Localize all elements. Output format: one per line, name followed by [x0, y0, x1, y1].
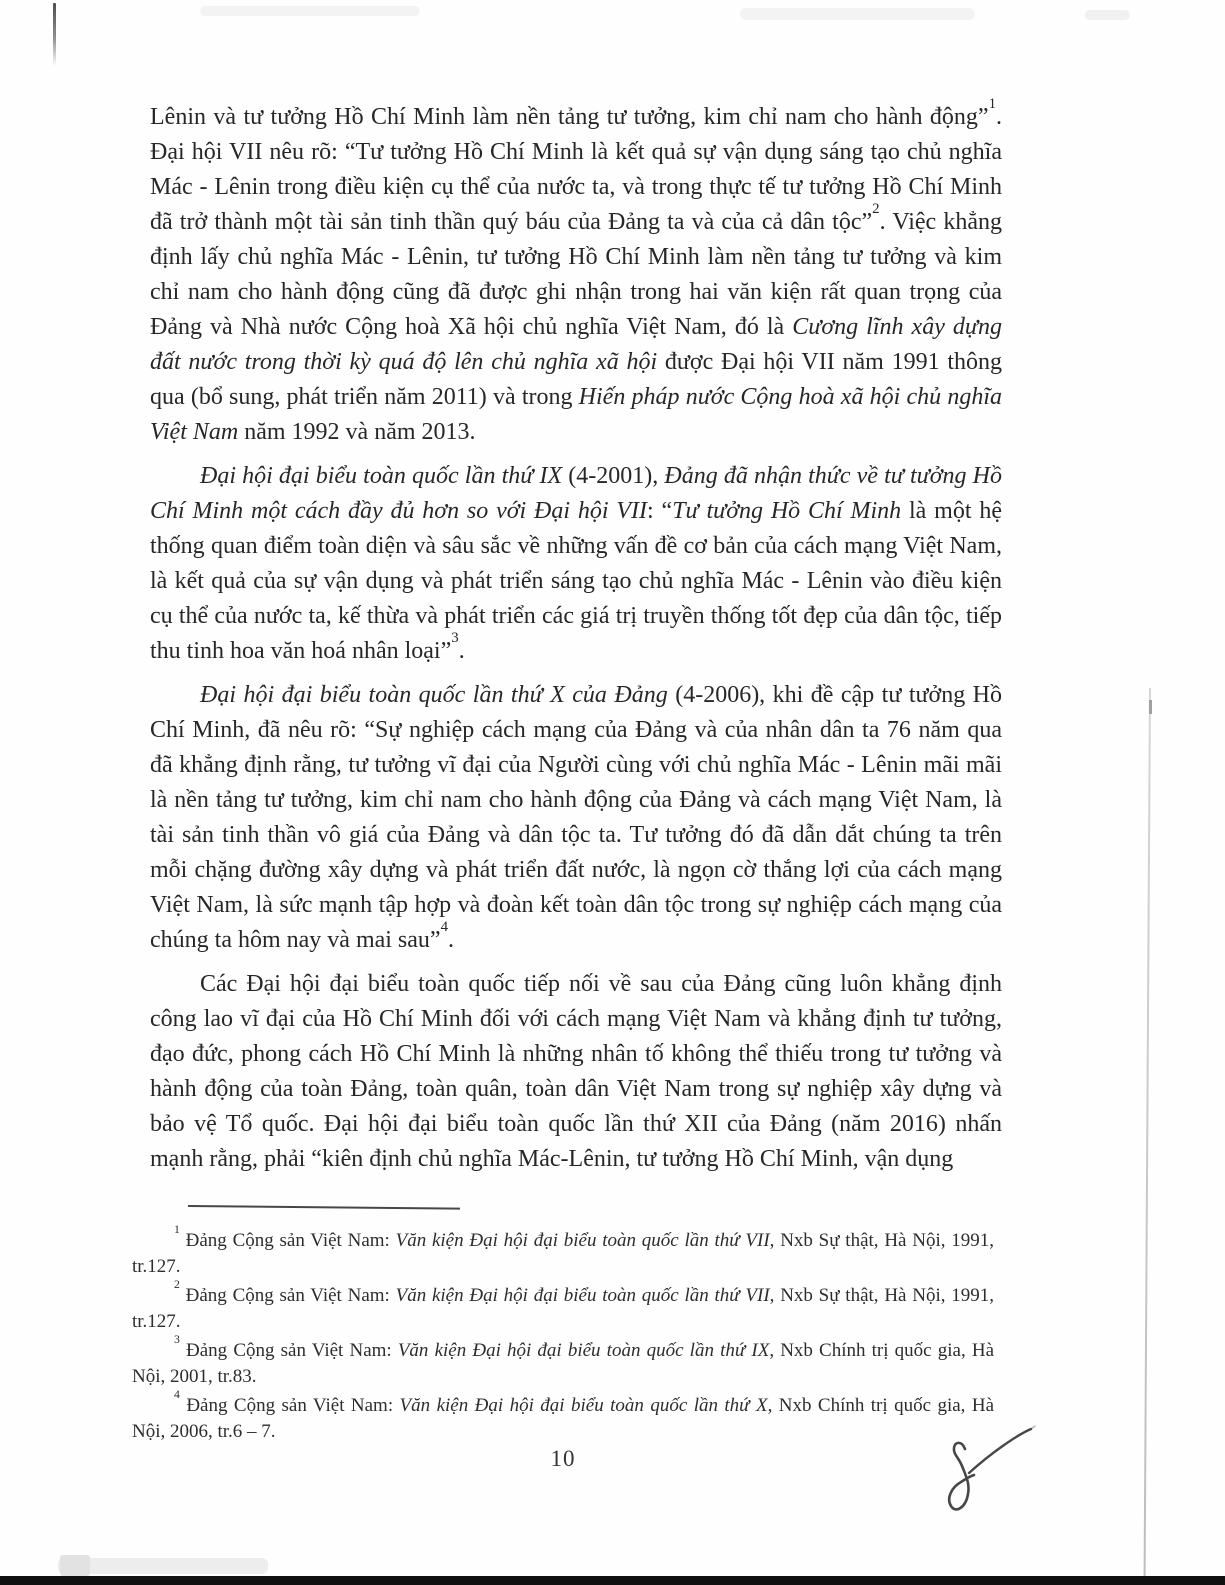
text-run: Đại hội đại biểu toàn quốc lần thứ X của Đảng: [200, 682, 668, 708]
text-run: Tư tưởng Hồ Chí Minh: [672, 498, 902, 524]
text-run: Hiến pháp nước Cộng hoà xã hội chủ nghĩa Việt Nam: [150, 384, 1002, 445]
paragraph-3: [150, 678, 1002, 958]
text-run: Văn kiện Đại hội đại biểu toàn quốc lần thứ IX: [397, 1340, 770, 1361]
scan-artifact-vertical-line: [53, 3, 56, 66]
text-run: . Đại hội VII nêu rõ: “Tư tưởng Hồ Chí Minh là kết quả sự vận dụng sáng tạo chủ nghĩa Mác - Lênin trong điều kiện cụ thể của nước ta, và trong thực tế tư tưởng Hồ Chí Minh đã trở thành một tài sản tinh thần quý báu của Đảng ta và của cả dân tộc”: [150, 104, 1002, 235]
text-run: .: [458, 638, 465, 664]
footnote-reference-mark: 2: [174, 1278, 180, 1292]
text-run: Văn kiện Đại hội đại biểu toàn quốc lần thứ VII: [395, 1230, 770, 1251]
footnote-reference-mark: 1: [988, 96, 996, 113]
scan-smudge: [60, 1555, 90, 1576]
text-run: Đại hội đại biểu toàn quốc lần thứ IX: [200, 463, 563, 489]
scan-smudge: [740, 8, 975, 20]
scan-smudge: [58, 1558, 268, 1574]
scan-artifact-page-edge-line: [1144, 688, 1151, 1576]
page-number: 10: [550, 1446, 576, 1471]
text-run: (4-2001),: [562, 463, 665, 489]
footnote-3: [132, 1333, 995, 1389]
footnote-separator-rule: [188, 1205, 460, 1210]
text-run: Đảng Cộng sản Việt Nam:: [179, 1395, 400, 1416]
scan-smudge: [200, 6, 420, 16]
text-run: , Nxb Sự thật, Hà Nội, 1991, tr.127.: [132, 1230, 995, 1277]
paragraph-4: [150, 967, 1002, 1177]
text-run: Cương lĩnh xây dựng đất nước trong thời kỳ quá độ lên chủ nghĩa xã hội: [150, 314, 1002, 375]
footnote-2: [132, 1278, 995, 1334]
footnote-reference-mark: 4: [174, 1388, 180, 1402]
footnote-reference-mark: 4: [440, 919, 449, 936]
text-run: . Việc khẳng định lấy chủ nghĩa Mác - Lênin, tư tưởng Hồ Chí Minh làm nền tảng tư tưởng và kim chỉ nam cho hành động cũng đã được ghi nhận trong hai văn kiện rất quan trọng của Đảng và Nhà nước Cộng hoà Xã hội chủ nghĩa Việt Nam, đó là: [150, 209, 1002, 340]
footnote-1: [132, 1223, 995, 1279]
text-run: Các Đại hội đại biểu toàn quốc tiếp nối về sau của Đảng cũng luôn khẳng định công lao vĩ đại của Hồ Chí Minh đối với cách mạng Việt Nam và khẳng định tư tưởng, đạo đức, phong cách Hồ Chí Minh là những nhân tố không thể thiếu trong tư tưởng và hành động của toàn Đảng, toàn quân, toàn dân Việt Nam trong sự nghiệp xây dựng và bảo vệ Tổ quốc. Đại hội đại biểu toàn quốc lần thứ XII của Đảng (năm 2016) nhấn mạnh rằng, phải “kiên định chủ nghĩa Mác-Lênin, tư tưởng Hồ Chí Minh, vận dụng: [150, 971, 1002, 1172]
text-run: Đảng Cộng sản Việt Nam:: [179, 1285, 396, 1306]
text-run: Đảng Cộng sản Việt Nam:: [179, 1230, 396, 1251]
text-run: , Nxb Chính trị quốc gia, Hà Nội, 2006, tr.6 – 7.: [132, 1395, 994, 1442]
text-run: Đảng đã nhận thức về tư tưởng Hồ Chí Minh một cách đầy đủ hơn so với Đại hội VII: [150, 463, 1003, 524]
footnote-reference-mark: 2: [872, 201, 880, 218]
text-run: : “: [647, 498, 673, 524]
text-run: , Nxb Chính trị quốc gia, Hà Nội, 2001, tr.83.: [132, 1340, 995, 1387]
text-run: , Nxb Sự thật, Hà Nội, 1991, tr.127.: [132, 1285, 995, 1332]
text-run: được Đại hội VII năm 1991 thông qua (bổ sung, phát triển năm 2011) và trong: [150, 349, 1002, 410]
text-run: Lênin và tư tưởng Hồ Chí Minh làm nền tảng tư tưởng, kim chỉ nam cho hành động”: [150, 104, 989, 130]
scan-artifact-bottom-bar: [0, 1576, 1225, 1585]
scan-smudge: [1085, 10, 1130, 20]
text-run: là một hệ thống quan điểm toàn diện và sâu sắc về những vấn đề cơ bản của cách mạng Việt Nam, là kết quả của sự vận dụng và phát triển sáng tạo chủ nghĩa Mác - Lênin vào điều kiện cụ thể của nước ta, kế thừa và phát triển các giá trị truyền thống tốt đẹp của dân tộc, tiếp thu tinh hoa văn hoá nhân loại”: [150, 498, 1002, 664]
footnote-reference-mark: 1: [174, 1223, 180, 1237]
document-body: [150, 96, 1003, 1186]
footnote-4: [132, 1388, 994, 1444]
handwritten-signature-icon: [943, 1422, 1039, 1524]
footnote-reference-mark: 3: [451, 630, 459, 647]
footnotes-section: [132, 1223, 995, 1448]
footnote-reference-mark: 3: [174, 1333, 180, 1347]
text-run: Văn kiện Đại hội đại biểu toàn quốc lần thứ VII: [395, 1285, 770, 1306]
scan-artifact-edge-tick: [1149, 700, 1152, 714]
text-run: năm 1992 và năm 2013.: [238, 419, 476, 445]
text-run: Đảng Cộng sản Việt Nam:: [179, 1340, 398, 1361]
paragraph-1: [150, 96, 1002, 450]
text-run: Văn kiện Đại hội đại biểu toàn quốc lần thứ X: [399, 1395, 768, 1416]
paragraph-2: [150, 459, 1002, 669]
text-run: (4-2006), khi đề cập tư tưởng Hồ Chí Minh, đã nêu rõ: “Sự nghiệp cách mạng của Đảng và của nhân dân ta 76 năm qua đã khẳng định rằng, tư tưởng vĩ đại của Người cùng với chủ nghĩa Mác - Lênin mãi mãi là nền tảng tư tưởng, kim chỉ nam cho hành động của Đảng và cách mạng Việt Nam, là tài sản tinh thần vô giá của Đảng và dân tộc ta. Tư tưởng đó đã dẫn dắt chúng ta trên mỗi chặng đường xây dựng và phát triển đất nước, là ngọn cờ thắng lợi của cách mạng Việt Nam, là sức mạnh tập hợp và đoàn kết toàn dân tộc trong sự nghiệp cách mạng của chúng ta hôm nay và mai sau”: [150, 682, 1002, 953]
text-run: .: [448, 927, 455, 953]
